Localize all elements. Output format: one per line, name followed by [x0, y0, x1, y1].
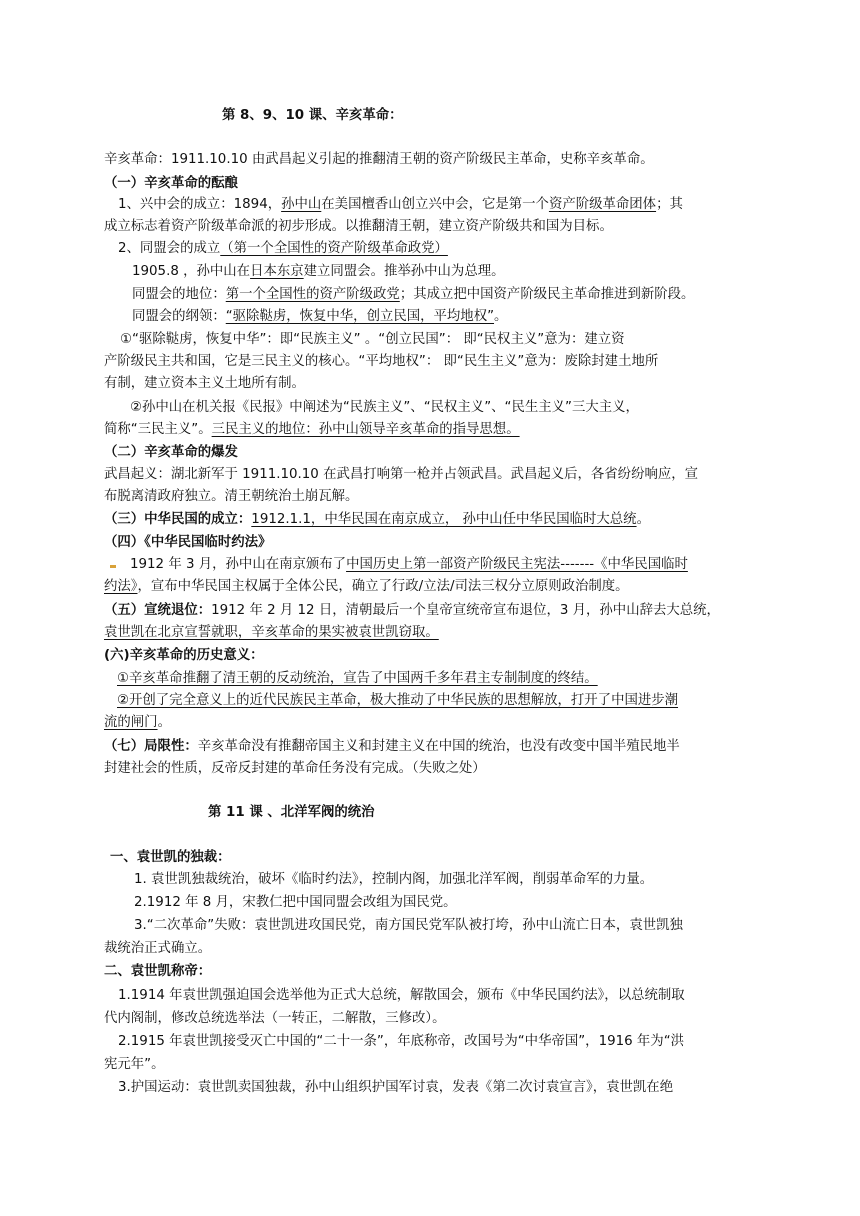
text-run: 2、同盟会的成立: [118, 241, 221, 256]
text-run: ；其成立把中国资产阶级民主革命推进到新阶段。: [399, 287, 695, 302]
paragraph-line: 1. 袁世凯独裁统治，破坏《临时约法》，控制内阁，加强北洋军阀，削弱革命军的力量。: [134, 872, 654, 887]
underlined-text: 第一个全国性的资产阶级政党: [225, 287, 400, 302]
paragraph-line: [132, 307, 792, 327]
underlined-text: 1912.1.1，中华民国在南京成立， 孙中山任中华民国临时大总统: [251, 512, 637, 527]
text-run: 。: [636, 512, 650, 527]
underlined-text: 资产阶级革命团体: [548, 197, 657, 212]
paragraph-line: ②孙中山在机关报《民报》中阐述为“民族主义”、“民权主义”、“民生主义”三大主义，: [130, 400, 639, 415]
paragraph-line: 3.“二次革命”失败：袁世凯进攻国民党，南方国民党军队被打垮，孙中山流亡日本，袁世凯独: [134, 918, 683, 933]
underlined-text: 流的闸门: [104, 715, 158, 730]
text-run: 在美国檀香山创立兴中会，它是第一个: [321, 197, 549, 212]
section-heading: （一）辛亥革命的酝酿: [104, 176, 238, 191]
paragraph-line: 武昌起义：湖北新军于 1911.10.10 在武昌打响第一枪并占领武昌。武昌起义后，各省纷纷响应，宣: [104, 467, 699, 482]
text-run: ，宣布中华民国主权属于全体公民，确立了行政/立法/司法三权分立原则政治制度。: [137, 579, 629, 594]
paragraph-line: [104, 577, 764, 597]
underlined-text: “驱除鞑虏，恢复中华，创立民国，平均地权”: [225, 309, 495, 324]
text-run: ；其: [656, 197, 683, 212]
text-run: 建立同盟会。推举孙中山为总理。: [303, 264, 505, 279]
paragraph-line: 2.1912 年 8 月，宋教仁把中国同盟会改组为国民党。: [134, 895, 457, 910]
text-run: 同盟会的纲领：: [132, 309, 226, 324]
paragraph-line: 有制，建立资本主义土地所有制。: [104, 376, 305, 391]
section-heading: 二、袁世凯称帝：: [104, 964, 212, 979]
paragraph-line: 3.护国运动：袁世凯卖国独裁，孙中山组织护国军讨袁，发表《第二次讨袁宣言》，袁世凯在绝: [118, 1080, 674, 1095]
paragraph-line: [110, 555, 770, 575]
paragraph-line: 成立标志着资产阶级革命派的初步形成。以推翻清王朝，建立资产阶级共和国为目标。: [104, 219, 613, 234]
paragraph-line: [132, 285, 792, 305]
section-heading: （四）《中华民国临时约法》: [104, 535, 272, 550]
underlined-text: 约法》: [104, 579, 138, 594]
paragraph-line: ①“驱除鞑虏，恢复中华”：即“民族主义” 。“创立民国”： 即“民权主义”意为：建立资: [120, 332, 625, 347]
paragraph-line: 袁世凯在北京宣誓就职，辛亥革命的果实被袁世凯窃取。: [104, 625, 439, 640]
text-run: 。: [157, 715, 171, 730]
paragraph-line: ②开创了完全意义上的近代民族民主革命，极大推动了中华民族的思想解放，打开了中国进步潮: [117, 693, 679, 708]
section-heading: （七）局限性：: [104, 739, 198, 754]
text-run: 1912 年 2 月 12 日，清朝最后一个皇帝宣统帝宣布退位，3 月，孙中山辞去大总统，: [211, 603, 720, 618]
paragraph-line: [118, 195, 778, 215]
underlined-text: （第一个全国性的资产阶级革命政党）: [220, 241, 448, 256]
paragraph-line: [104, 713, 764, 733]
section-heading: （二）辛亥革命的爆发: [104, 445, 238, 460]
paragraph-line: 布脱离清政府独立。清王朝统治土崩瓦解。: [104, 489, 359, 504]
paragraph-line: 2.1915 年袁世凯接受灭亡中国的“二十一条”，年底称帝，改国号为“中华帝国”，1916 年为“洪: [118, 1034, 685, 1049]
text-run: 简称“三民主义”。: [104, 422, 212, 437]
text-run: 1912 年 3 月，孙中山在南京颁布了: [130, 557, 347, 572]
paragraph-line: 产阶级民主共和国，它是三民主义的核心。“平均地权”： 即“民生主义”意为：废除封建土地所: [104, 354, 659, 369]
paragraph-line: 代内阁制，修改总统选举法（一转正，二解散，三修改）。: [104, 1011, 446, 1026]
underlined-text: 孙中山: [281, 197, 322, 212]
paragraph-line: 1.1914 年袁世凯强迫国会选举他为正式大总统，解散国会，颁布《中华民国约法》，以总统制取: [118, 988, 685, 1003]
paragraph-line: [104, 737, 764, 757]
paragraph-line: [104, 420, 764, 440]
section-heading: （五）宣统退位：: [104, 603, 212, 618]
text-run: 辛亥革命没有推翻帝国主义和封建主义在中国的统治，也没有改变中国半殖民地半: [197, 739, 680, 754]
section-heading: 一、袁世凯的独裁：: [110, 850, 231, 865]
underlined-text: 三民主义的地位：孙中山领导辛亥革命的指导思想。: [211, 422, 520, 437]
section-heading: （三）中华民国的成立：: [104, 512, 252, 527]
intro-paragraph: 辛亥革命：1911.10.10 由武昌起义引起的推翻清王朝的资产阶级民主革命，史称辛亥革命。: [104, 152, 654, 167]
lesson-title: 第 8、9、10 课、辛亥革命：: [222, 108, 403, 123]
text-run: 1、兴中会的成立：1894，: [118, 197, 282, 212]
underlined-text: 中国历史上第一部资产阶级民主宪法-------《中华民国临时: [346, 557, 688, 572]
paragraph-line: 宪元年”。: [104, 1057, 165, 1072]
comment-marker-icon: [110, 565, 116, 568]
text-run: 同盟会的地位：: [132, 287, 226, 302]
underlined-text: 日本东京: [250, 264, 304, 279]
text-run: 1905.8 ，孙中山在: [132, 264, 251, 279]
paragraph-line: [118, 239, 778, 259]
paragraph-line: 封建社会的性质，反帝反封建的革命任务没有完成。（失败之处）: [104, 761, 486, 776]
paragraph-line: [132, 262, 792, 282]
paragraph-line: 裁统治正式确立。: [104, 941, 212, 956]
section-heading: (六)辛亥革命的历史意义：: [104, 648, 264, 663]
lesson-title: 第 11 课 、北洋军阀的统治: [208, 805, 375, 820]
paragraph-line: ①辛亥革命推翻了清王朝的反动统治，宣告了中国两千多年君主专制制度的终结。: [117, 671, 598, 686]
text-run: 。: [494, 309, 508, 324]
paragraph-line: [104, 601, 764, 621]
paragraph-line: [104, 510, 764, 530]
